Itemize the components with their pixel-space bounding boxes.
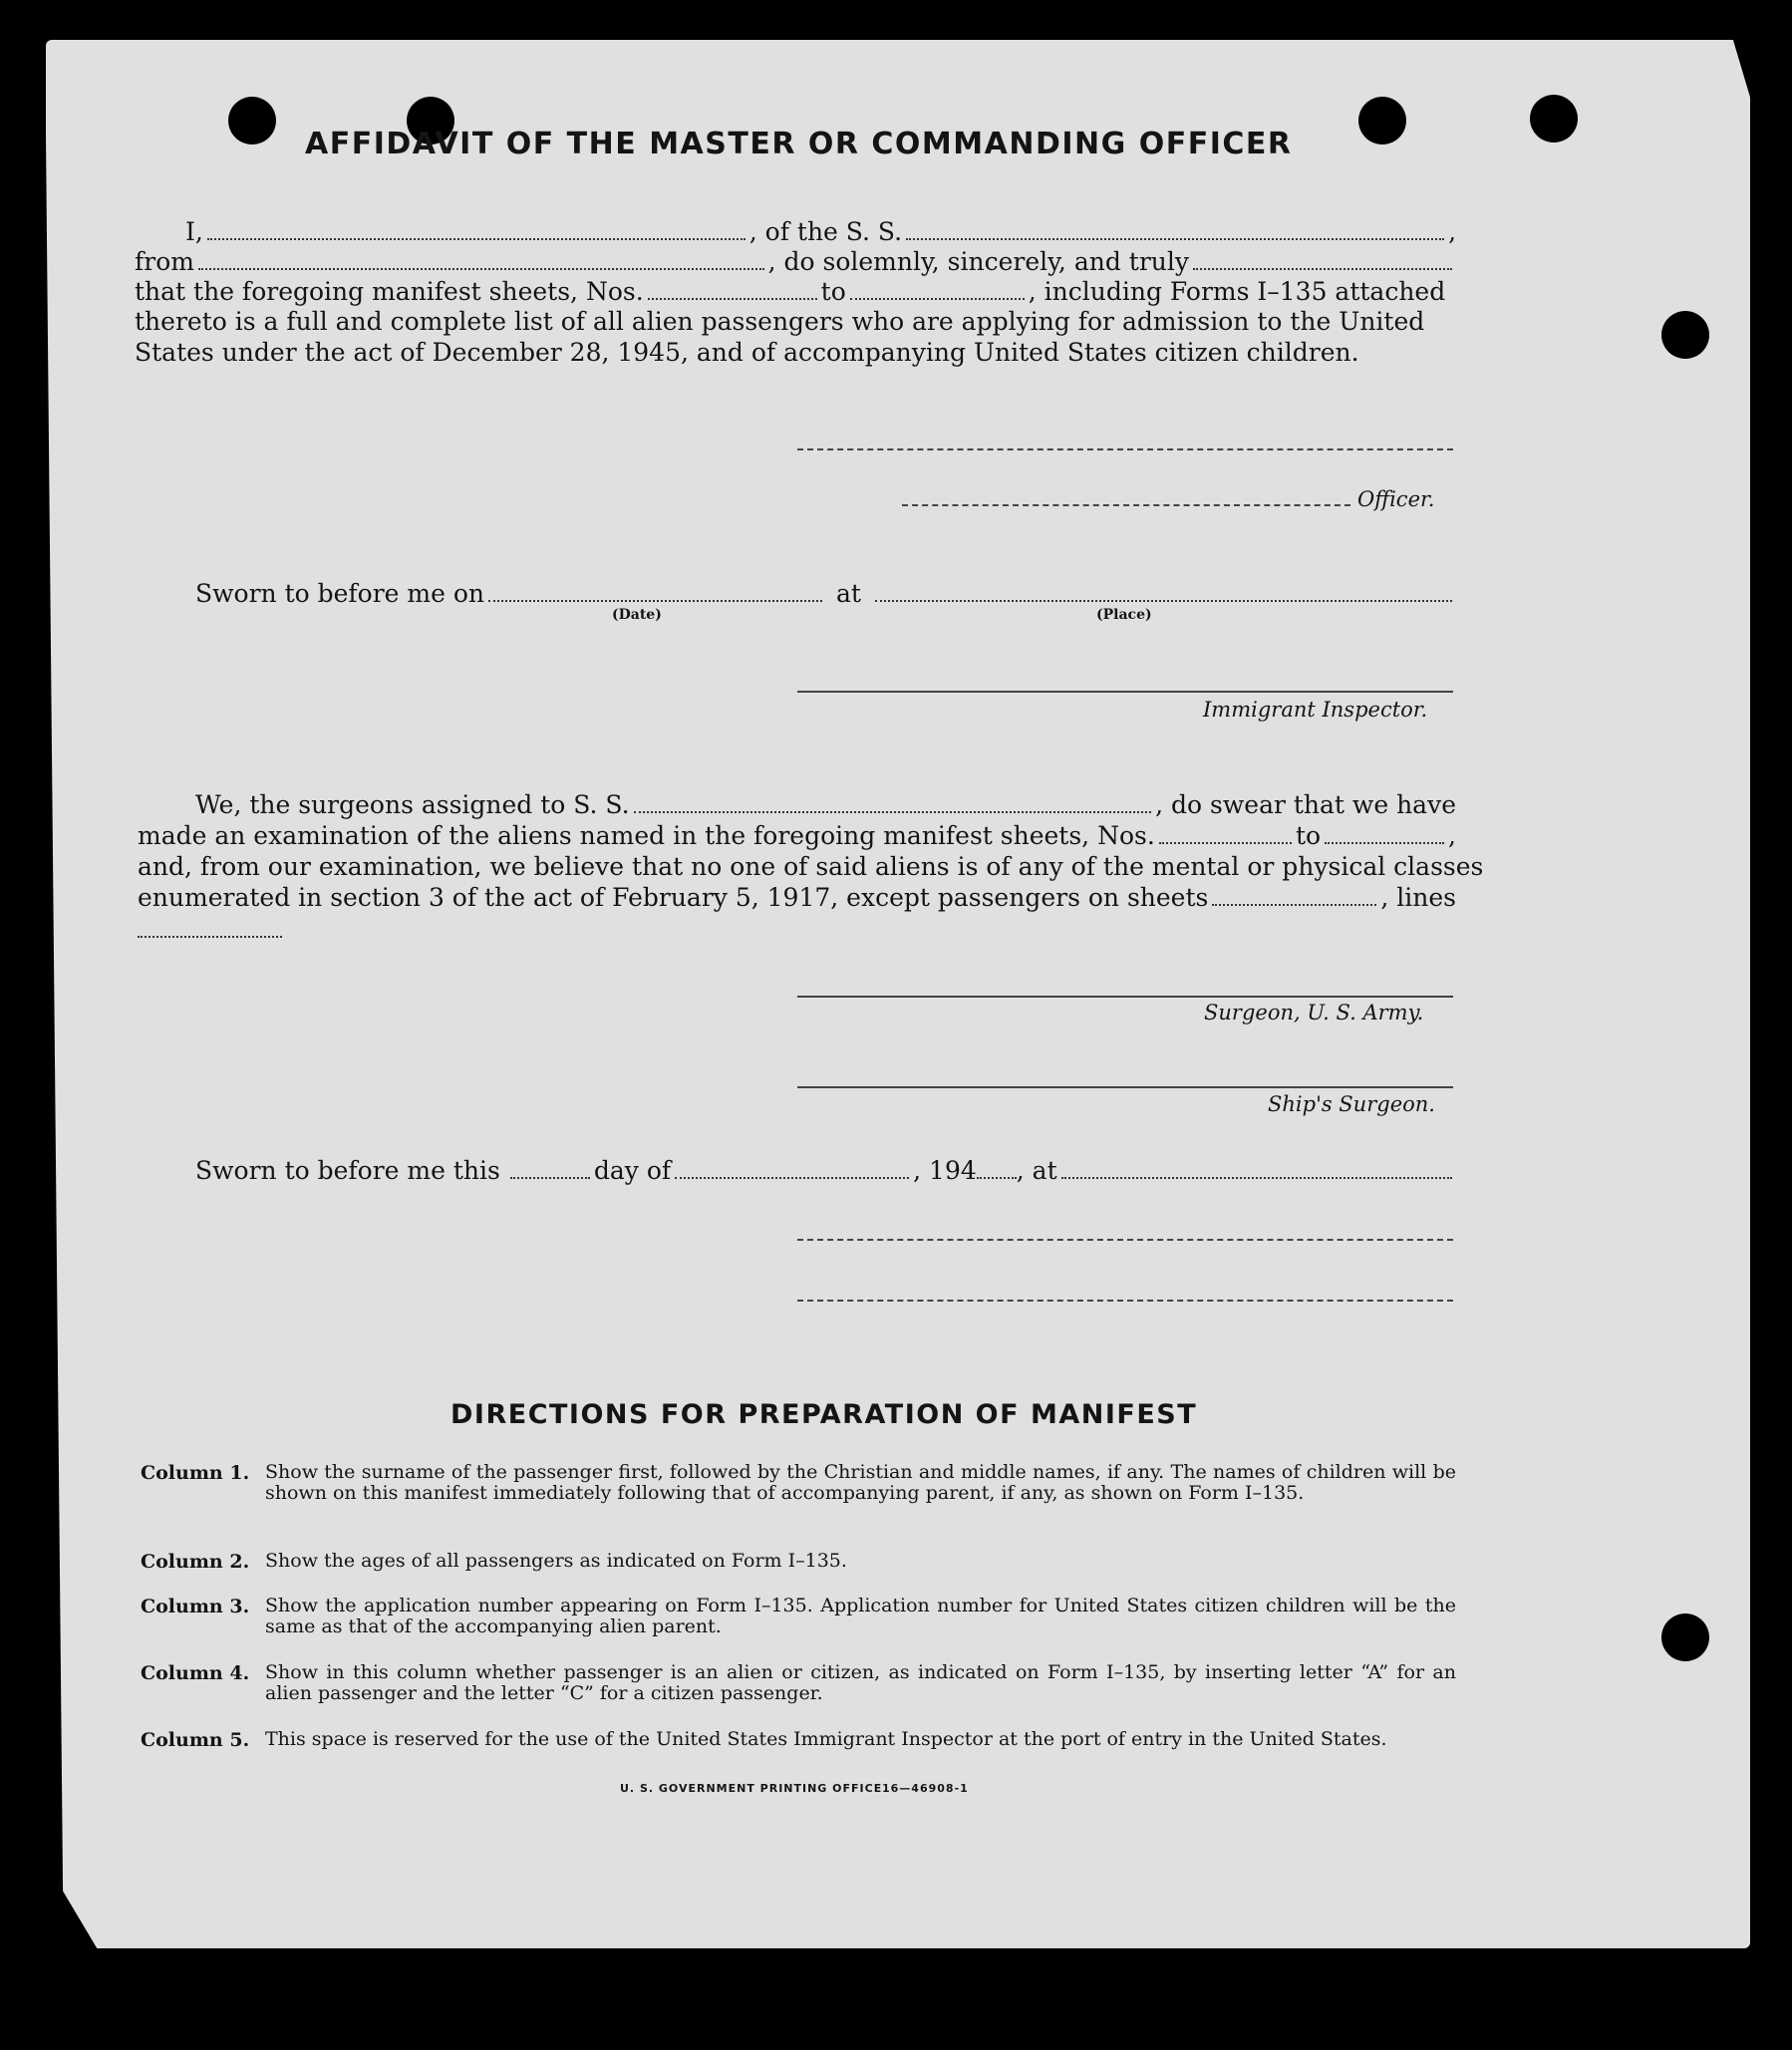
sworn-day-field[interactable]	[510, 1177, 590, 1179]
affidavit-line-5: States under the act of December 28, 1945, and of accompanying United States citizen children.	[135, 338, 1359, 367]
place-caption: (Place)	[1096, 607, 1152, 623]
inspector-signature-line[interactable]	[797, 691, 1453, 693]
surgeon-sheets-from-field[interactable]	[1159, 842, 1292, 844]
officer-label: Officer.	[1357, 487, 1435, 511]
affidavit-line-4: thereto is a full and complete list of all alien passengers who are applying for admission to the United	[135, 307, 1425, 336]
affidavit-line-3	[135, 277, 1456, 307]
direction-column-2	[141, 1551, 1456, 1573]
master-name-field[interactable]	[207, 238, 746, 240]
form-code: 16—46908-1	[882, 1782, 969, 1795]
text: ,	[1448, 217, 1457, 246]
surgeon-ship-field[interactable]	[634, 811, 1152, 813]
text: made an examination of the aliens named in the foregoing manifest sheets, Nos.	[138, 821, 1155, 850]
text: , including Forms I–135 attached	[1028, 277, 1446, 306]
surgeons-line-3: and, from our examination, we believe that no one of said aliens is of any of the mental or physical classes	[138, 852, 1484, 881]
surgeons-line-2	[138, 821, 1456, 851]
ship-surgeon-label: Ship's Surgeon.	[1268, 1092, 1435, 1116]
direction-label: Column 1.	[141, 1462, 250, 1484]
text: We, the surgeons assigned to S. S.	[195, 790, 630, 819]
text: , of the S. S.	[748, 217, 903, 246]
sheets-to-field[interactable]	[850, 298, 1025, 300]
sworn-place-2-field[interactable]	[1061, 1177, 1452, 1179]
directions-heading: DIRECTIONS FOR PREPARATION OF MANIFEST	[450, 1399, 1198, 1430]
sworn-month-field[interactable]	[675, 1177, 909, 1179]
oath-blank-field[interactable]	[1193, 268, 1452, 270]
text: day of	[593, 1156, 672, 1185]
exception-lines-field[interactable]	[138, 936, 282, 938]
text: , at	[1016, 1156, 1057, 1185]
direction-label: Column 2.	[141, 1551, 250, 1573]
exception-sheets-field[interactable]	[1212, 904, 1376, 906]
ship-name-field[interactable]	[906, 238, 1444, 240]
direction-label: Column 5.	[141, 1729, 250, 1751]
direction-text: Show the surname of the passenger first, followed by the Christian and middle names, if any. The names of children will be shown on this manifest immediately following that of accompanying parent, if any, as shown on Form I–135.	[265, 1461, 1456, 1504]
text: at	[836, 579, 861, 608]
surgeons-line-1	[195, 790, 1456, 820]
text: Sworn to before me this	[195, 1156, 500, 1185]
text: to	[1295, 821, 1322, 850]
sworn-line-2	[195, 1156, 1456, 1186]
text: , 194	[913, 1156, 977, 1185]
punch-hole	[1358, 97, 1406, 145]
surgeon-sheets-to-field[interactable]	[1325, 842, 1444, 844]
punch-hole	[228, 97, 276, 145]
affidavit-line-2	[135, 247, 1456, 277]
ship-surgeon-signature-line[interactable]	[797, 1086, 1453, 1088]
direction-column-4	[141, 1662, 1456, 1704]
sworn-date-field[interactable]	[488, 600, 822, 602]
affidavit-line-1	[185, 217, 1456, 247]
text: that the foregoing manifest sheets, Nos.	[135, 277, 644, 306]
direction-column-1	[141, 1462, 1456, 1504]
text: Sworn to before me on	[195, 579, 485, 608]
text: , do solemnly, sincerely, and truly	[767, 247, 1189, 276]
army-surgeon-signature-line[interactable]	[797, 996, 1453, 998]
direction-label: Column 3.	[141, 1596, 250, 1617]
printer-imprint: U. S. GOVERNMENT PRINTING OFFICE	[620, 1782, 883, 1795]
text: , do swear that we have	[1155, 790, 1456, 819]
surgeons-line-4	[138, 883, 1456, 913]
sworn-place-field[interactable]	[875, 600, 1452, 602]
text: , lines	[1380, 883, 1456, 912]
master-signature-line[interactable]	[797, 448, 1453, 450]
date-caption: (Date)	[612, 607, 662, 623]
text: to	[820, 277, 846, 306]
officer-title-line[interactable]	[902, 504, 1350, 506]
official-signature-line[interactable]	[797, 1239, 1453, 1241]
text: enumerated in section 3 of the act of February 5, 1917, except passengers on sheets	[138, 883, 1209, 912]
direction-column-5	[141, 1729, 1456, 1751]
sworn-line-1	[195, 579, 1456, 609]
direction-text: Show the ages of all passengers as indicated on Form I–135.	[265, 1550, 847, 1572]
port-from-field[interactable]	[198, 268, 764, 270]
sworn-year-field[interactable]	[977, 1177, 1017, 1179]
punch-hole	[1530, 95, 1578, 143]
official-title-line[interactable]	[797, 1300, 1453, 1302]
direction-label: Column 4.	[141, 1662, 250, 1684]
direction-column-3	[141, 1596, 1456, 1637]
army-surgeon-label: Surgeon, U. S. Army.	[1204, 1001, 1424, 1025]
punch-hole	[1661, 311, 1709, 359]
text: I,	[185, 217, 203, 246]
sheets-from-field[interactable]	[648, 298, 817, 300]
affidavit-heading: AFFIDAVIT OF THE MASTER OR COMMANDING OFFICER	[305, 127, 1293, 161]
inspector-label: Immigrant Inspector.	[1203, 698, 1428, 722]
direction-text: Show the application number appearing on Form I–135. Application number for United States citizen children will be the same as that of the accompanying alien parent.	[265, 1595, 1456, 1637]
direction-text: Show in this column whether passenger is an alien or citizen, as indicated on Form I–135, by inserting letter “A” for an alien passenger and the letter “C” for a citizen passenger.	[265, 1661, 1456, 1704]
direction-text: This space is reserved for the use of the United States Immigrant Inspector at the port of entry in the United States.	[265, 1728, 1387, 1750]
punch-hole	[1661, 1613, 1709, 1661]
text: ,	[1448, 821, 1456, 850]
text: from	[135, 247, 194, 276]
